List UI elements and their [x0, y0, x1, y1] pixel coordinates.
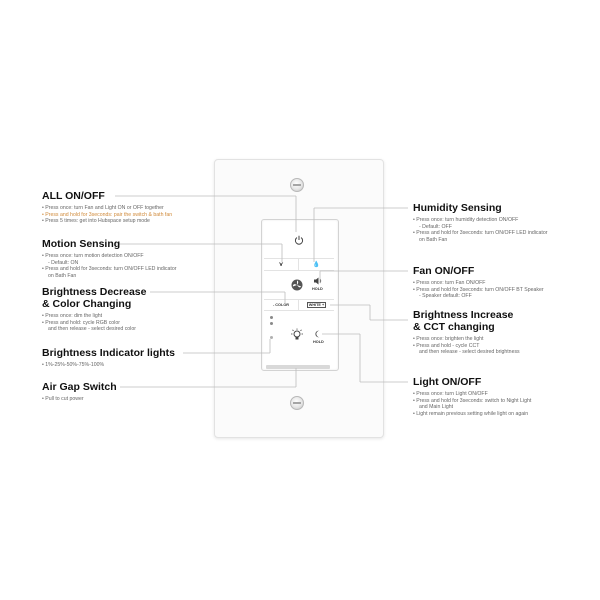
- callout-description: [42, 313, 146, 333]
- description-line: • Press once: turn Fan ON/OFF: [413, 280, 486, 286]
- color-label: - COLOR: [272, 303, 290, 307]
- description-line: • 1%-25%-50%-75%-100%: [42, 362, 105, 368]
- description-line: and Main Light: [419, 404, 454, 411]
- callout-air-gap-switch: [42, 381, 117, 403]
- callout-description: [413, 217, 547, 243]
- description-line: • Press and hold for 3seconds: turn ON/OFF BT Speaker: [413, 286, 544, 293]
- callout-description: [413, 336, 520, 356]
- description-line: • Press and hold: cycle RGB color: [42, 319, 120, 326]
- callout-motion-sensing: [42, 238, 176, 279]
- description-line: • Press once: brighten the light: [413, 336, 484, 342]
- description-line: • Press once: turn Light ON/OFF: [413, 391, 488, 397]
- description-line: on Bath Fan: [48, 272, 77, 279]
- callout-description: [413, 391, 531, 417]
- description-line: • Press once: dim the light: [42, 313, 103, 319]
- hold-label: HOLD: [312, 287, 323, 291]
- humidity-icon: 💧: [312, 261, 321, 268]
- description-line: • Press once: turn Fan and Light ON or OFF together: [42, 205, 164, 211]
- description-line: - Default: OFF: [419, 223, 452, 230]
- callout-title-line: Brightness Increase: [413, 309, 514, 321]
- callout-title: [42, 286, 146, 310]
- description-line: • Press and hold for 3seconds: pair the switch & bath fan: [42, 211, 173, 218]
- callout-humidity-sensing: [413, 202, 547, 243]
- callout-all-on-off: [42, 190, 172, 225]
- description-line: • Light remain previous setting while light on again: [413, 410, 529, 417]
- callout-description: [42, 205, 172, 225]
- callout-title: Brightness Indicator lights: [42, 347, 176, 359]
- description-line: • Press once: turn motion detection ON/OFF: [42, 253, 144, 259]
- description-line: • Press once: turn humidity detection ON/OFF: [413, 217, 519, 223]
- callout-title: [413, 309, 520, 333]
- callout-brightness-increase: [413, 309, 520, 356]
- description-line: • Press and hold for 3seconds: switch to Night Light: [413, 397, 532, 404]
- callout-fan-on-off: [413, 265, 544, 300]
- callout-title: Humidity Sensing: [413, 202, 502, 214]
- motion-icon: ⋎: [278, 261, 284, 268]
- callout-title-line: & CCT changing: [413, 321, 495, 333]
- description-line: - Default: ON: [48, 259, 79, 266]
- description-line: • Pull to cut power: [42, 396, 84, 402]
- description-line: on Bath Fan: [419, 236, 448, 243]
- callout-title-line: & Color Changing: [42, 298, 132, 310]
- callout-description: [42, 253, 176, 279]
- callout-title: Fan ON/OFF: [413, 265, 475, 277]
- callout-title: Motion Sensing: [42, 238, 121, 250]
- hold-label: HOLD: [313, 340, 324, 344]
- callout-description: [42, 396, 117, 403]
- callout-brightness-indicator: [42, 347, 175, 369]
- description-line: and then release - select desired color: [48, 326, 136, 333]
- callout-title: ALL ON/OFF: [42, 190, 105, 202]
- callout-description: [413, 280, 544, 300]
- callout-title: Air Gap Switch: [42, 381, 117, 393]
- callout-light-on-off: [413, 376, 531, 417]
- description-line: • Press 5 times: get into Hubspace setup mode: [42, 218, 150, 225]
- description-line: • Press and hold for 3seconds: turn ON/OFF LED indicator: [42, 266, 177, 273]
- callout-title-line: Brightness Decrease: [42, 286, 147, 298]
- description-line: - Speaker default: OFF: [419, 293, 472, 300]
- description-line: and then release - select desired brightness: [419, 349, 520, 356]
- description-line: • Press and hold for 3seconds: turn ON/OFF LED indicator: [413, 230, 548, 237]
- callout-description: [42, 362, 175, 369]
- white-label: WHITE +: [308, 303, 325, 307]
- callout-title: Light ON/OFF: [413, 376, 482, 388]
- callout-brightness-decrease: [42, 286, 146, 333]
- description-line: • Press and hold - cycle CCT: [413, 342, 480, 349]
